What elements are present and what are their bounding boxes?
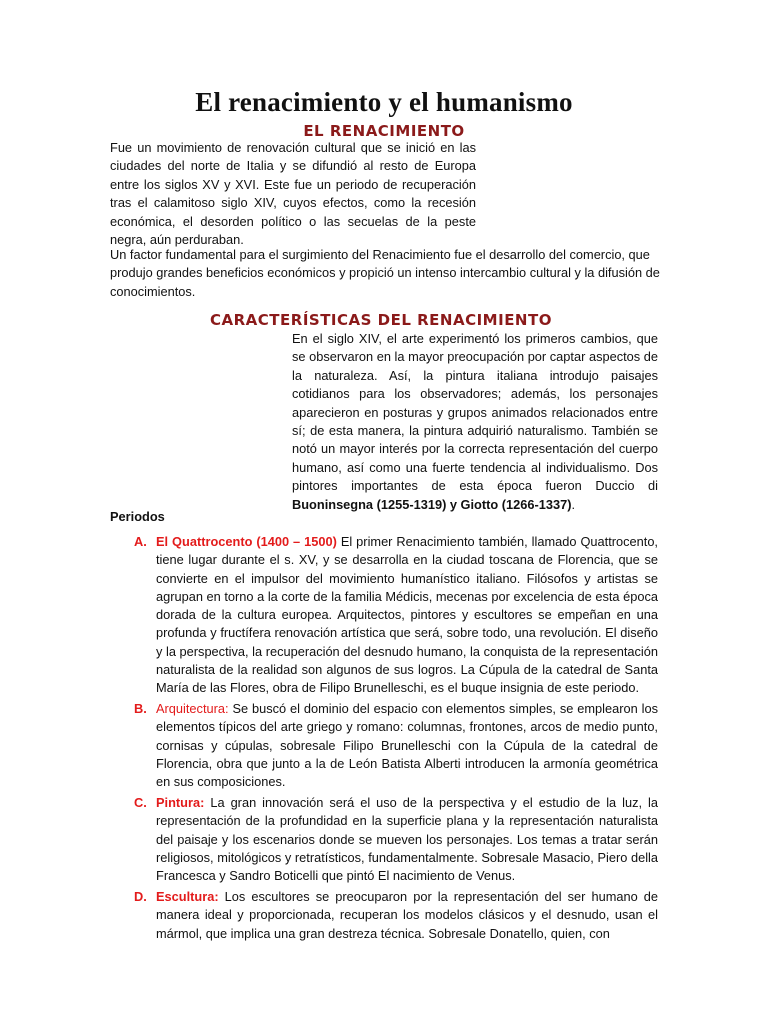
list-item-term: Pintura: <box>156 795 205 811</box>
list-item-text: El primer Renacimiento también, llamado Quattrocento, tiene lugar durante el s. XV, y se desarrolla en la ciudad toscana de Florencia, que se convierte en el impulsor del movimiento humanístico italiano. Filósofos y artistas se agrupan en torno a la corte de la familia Médicis, mecenas por excelencia de esta época dorada de la cultura europea. Arquitectos, pintores y escultores se empeñan en una profunda y fructífera renovación artística que será, sobre todo, una revolución. El diseño y la perspectiva, la recuperación del desnudo humano, la conquista de la representación naturalista de la realidad son algunos de sus logros. La Cúpula de la catedral de Santa María de las Flores, obra de Filipo Brunelleschi, es el buque insignia de este periodo. <box>156 534 658 696</box>
intro-paragraph: Fue un movimiento de renovación cultural que se inició en las ciudades del norte de Italia y se difundió al resto de Europa entre los siglos XV y XVI. Este fue un periodo de recuperación tras el calamitoso siglo XIV, cuyos efectos, como la recesión económica, el desorden político o las secuelas de la peste negra, aún perduraban. <box>110 140 476 248</box>
list-item-term: Arquitectura: <box>156 701 229 717</box>
list-item-letter: A. <box>134 534 147 549</box>
list-item-text: Se buscó el dominio del espacio con elementos simples, se emplearon los elementos típicos del arte griego y romano: columnas, frontones, arcos de medio punto, cornisas y cúpulas, sobresale Filipo Brunelleschi con la Cúpula de la catedral de Florencia, obra que junto a la de León Batista Alberti introducen la armonía geométrica en sus composiciones. <box>156 701 658 790</box>
page-title: El renacimiento y el humanismo <box>195 87 573 117</box>
list-item-text: Los escultores se preocuparon por la representación del ser humano de manera ideal y proporcionada, recuperan los modelos clásicos y el desnudo, usan el mármol, que implica una gran destreza técnica. Sobresale Donatello, quien, con <box>156 889 658 941</box>
caracteristicas-end: . <box>571 496 576 512</box>
list-item <box>134 533 658 698</box>
list-item-term: Escultura: <box>156 889 219 905</box>
periodos-list <box>134 533 658 946</box>
section-heading-caracteristicas: CARACTERÍSTICAS DEL RENACIMIENTO <box>210 311 552 329</box>
factor-paragraph: Un factor fundamental para el surgimiento del Renacimiento fue el desarrollo del comercio, que produjo grandes beneficios económicos y propició un intenso intercambio cultural y la difusión de conocimientos. <box>110 247 660 299</box>
list-item-letter: D. <box>134 889 147 905</box>
periodos-label: Periodos <box>110 509 165 524</box>
list-item-letter: C. <box>134 795 147 811</box>
caracteristicas-paragraph <box>292 330 658 514</box>
caracteristicas-text: En el siglo XIV, el arte experimentó los primeros cambios, que se observaron en la mayor preocupación por captar aspectos de la naturaleza. Así, la pintura italiana introdujo paisajes cotidianos para los observadores; además, los personajes aparecieron en posturas y grupos animados relacionados entre sí; de esta manera, la pintura adquirió naturalismo. También se notó un mayor interés por la correcta representación del cuerpo humano, así como una fuerte tendencia al individualismo. Dos pintores importantes de esta época fueron Duccio di <box>292 331 658 494</box>
section-heading-renacimiento: EL RENACIMIENTO <box>303 122 465 140</box>
list-item-letter: B. <box>134 701 147 717</box>
list-item-text: La gran innovación será el uso de la perspectiva y el estudio de la luz, la representación de la profundidad en la superficie plana y la representación naturalista del paisaje y los escenarios donde se mueven los personajes. Los temas a tratar serán religiosos, mitológicos y retratísticos, fundamentalmente. Sobresale Masacio, Piero della Francesca y Sandro Boticelli que pintó El nacimiento de Venus. <box>156 795 658 884</box>
list-item-term: El Quattrocento (1400 – 1500) <box>156 534 337 549</box>
list-item <box>134 700 658 791</box>
caracteristicas-bold-text: Buoninsegna (1255-1319) y Giotto (1266-1337) <box>292 496 572 512</box>
list-item <box>134 888 658 943</box>
list-item <box>134 794 658 885</box>
